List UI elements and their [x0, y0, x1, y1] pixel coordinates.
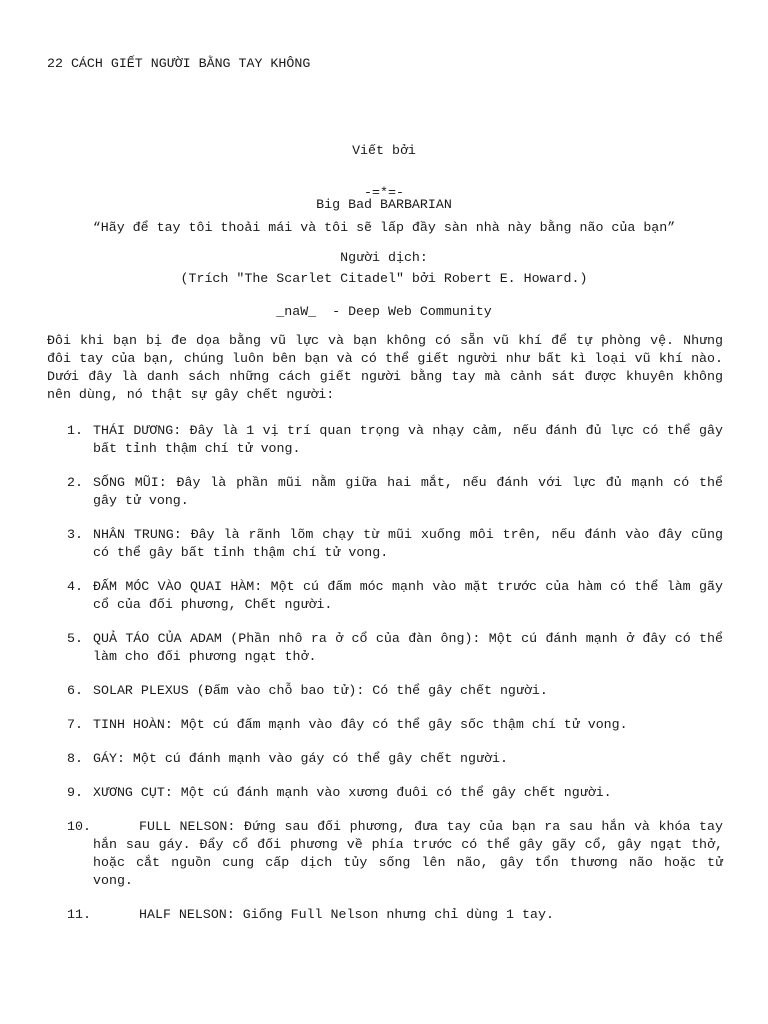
list-item-text: NHÂN TRUNG: Đây là rãnh lõm chạy từ mũi xuống môi trên, nếu đánh vào đây cũng có thể gây bất tỉnh thậm chí tử vong. — [93, 527, 723, 560]
list-item — [47, 578, 723, 614]
list-item-text: GÁY: Một cú đánh mạnh vào gáy có thể gây chết người. — [93, 751, 508, 766]
list-item-number: 3. — [67, 527, 83, 542]
credit-line: Viết bởi — [352, 143, 416, 158]
list-item — [47, 474, 723, 510]
credit-line: _naW_ - Deep Web Community — [276, 303, 492, 319]
list-item-text: HALF NELSON: Giống Full Nelson nhưng chỉ dùng 1 tay. — [139, 907, 554, 922]
epigraph-quote: “Hãy để tay tôi thoải mái và tôi sẽ lấp đầy sàn nhà này bằng não của bạn” — [92, 220, 676, 235]
list-item-number: 7. — [67, 717, 83, 732]
list-item-text: THÁI DƯƠNG: Đây là 1 vị trí quan trọng và nhạy cảm, nếu đánh đủ lực có thể gây bất tỉnh thậm chí tử vong. — [93, 423, 723, 456]
epigraph-citation: (Trích "The Scarlet Citadel" bởi Robert E. Howard.) — [180, 271, 588, 286]
list-item — [47, 716, 723, 734]
list-item — [47, 750, 723, 768]
list-item-number: 9. — [67, 785, 83, 800]
list-item-number: 10. — [67, 819, 91, 834]
document-title: 22 CÁCH GIẾT NGƯỜI BẰNG TAY KHÔNG — [47, 56, 311, 71]
list-item — [47, 682, 723, 700]
list-item — [47, 422, 723, 458]
list-item-text: XƯƠNG CỤT: Một cú đánh mạnh vào xương đuôi có thể gây chết người. — [93, 785, 612, 800]
list-item — [47, 784, 723, 802]
list-item-number: 6. — [67, 683, 83, 698]
list-item-text: QUẢ TÁO CỦA ADAM (Phần nhô ra ở cổ của đàn ông): Một cú đánh mạnh ở đây có thể làm cho đối phương ngạt thở. — [93, 631, 723, 664]
list-item — [47, 526, 723, 562]
list-item — [47, 818, 723, 890]
list-item-text: SỐNG MŨI: Đây là phần mũi nằm giữa hai mắt, nếu đánh với lực đủ mạnh có thể gây tử vong. — [93, 475, 723, 508]
list-item-number: 1. — [67, 423, 83, 438]
list-item-text: ĐẤM MÓC VÀO QUAI HÀM: Một cú đấm móc mạnh vào mặt trước của hàm có thể làm gãy cổ của đối phương, Chết người. — [93, 579, 723, 612]
separator: -=*=- — [364, 185, 404, 200]
list-item-number: 4. — [67, 579, 83, 594]
list-item — [47, 630, 723, 666]
list-item — [47, 906, 723, 924]
intro-paragraph: Đôi khi bạn bị đe dọa bằng vũ lực và bạn không có sẵn vũ khí để tự phòng vệ. Nhưng đôi tay của bạn, chúng luôn bên bạn và có thể giết người như bất kì loại vũ khí nào. Dưới đây là danh sách những cách giết người bằng tay mà cảnh sát được khuyên không nên dùng, nó thật sự gây chết người: — [47, 333, 723, 402]
credit-line: Big Bad BARBARIAN — [316, 196, 452, 212]
list-item-text: FULL NELSON: Đứng sau đối phương, đưa tay của bạn ra sau hắn và khóa tay hắn sau gáy. Đẩy cổ đối phương về phía trước có thể gây gãy cổ, gây ngạt thở, hoặc cắt nguồn cung cấp dịch tủy sống lên não, gây tổn thương não hoặc tử vong. — [93, 819, 723, 888]
list-item-number: 5. — [67, 631, 83, 646]
list-item-number: 8. — [67, 751, 83, 766]
list-item-text: SOLAR PLEXUS (Đấm vào chỗ bao tử): Có thể gây chết người. — [93, 683, 548, 698]
list-item-number: 2. — [67, 475, 83, 490]
list-item-number: 11. — [67, 907, 91, 922]
credit-line: Người dịch: — [340, 250, 428, 265]
list-item-text: TINH HOÀN: Một cú đấm mạnh vào đây có thể gây sốc thậm chí tử vong. — [93, 717, 628, 732]
methods-list — [47, 422, 723, 940]
